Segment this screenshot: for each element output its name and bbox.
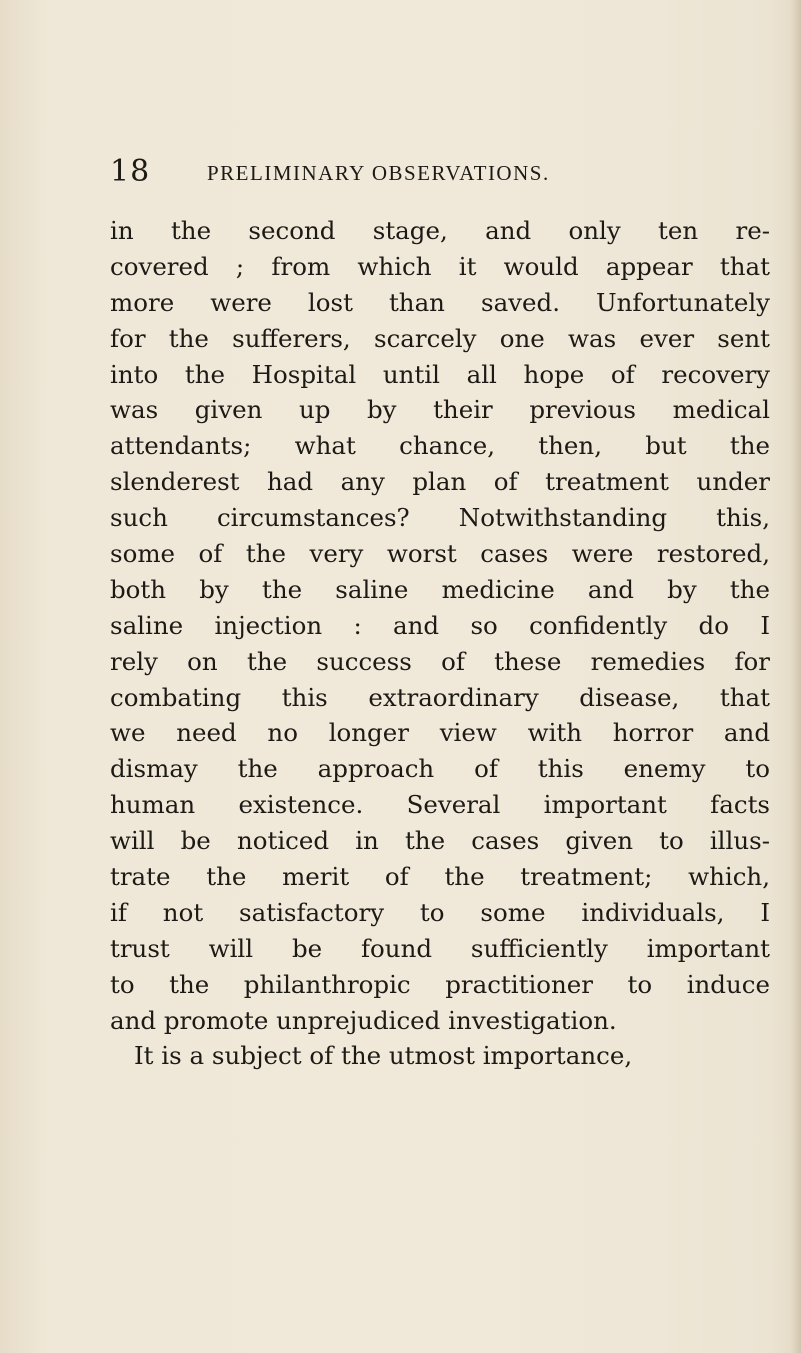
text-line: trust will be found sufficiently important [110, 933, 770, 963]
text-line: more were lost than saved. Unfortunately [110, 287, 770, 317]
running-head [110, 155, 770, 189]
text-line: some of the very worst cases were restored, [110, 539, 770, 569]
text-line: It is a subject of the utmost importance, [134, 1041, 633, 1071]
text-line: saline injection : and so confidently do I [110, 610, 770, 640]
text-line: to the philanthropic practitioner to induce [110, 969, 770, 999]
text-line: attendants; what chance, then, but the [110, 431, 770, 461]
text-line: if not satisfactory to some individuals, I [110, 897, 770, 927]
page-edge-shadow [791, 0, 801, 1353]
body-text [110, 213, 770, 1074]
text-line: was given up by their previous medical [110, 395, 770, 425]
text-line: covered ; from which it would appear that [110, 251, 770, 281]
text-line: for the sufferers, scarcely one was ever sent [110, 323, 770, 353]
text-line: we need no longer view with horror and [110, 718, 770, 748]
text-line: trate the merit of the treatment; which, [110, 862, 770, 892]
text-line: in the second stage, and only ten re- [110, 216, 770, 245]
text-line: both by the saline medicine and by the [110, 574, 770, 604]
text-line: will be noticed in the cases given to illus- [110, 826, 770, 856]
text-line: and promote unprejudiced investigation. [110, 1005, 617, 1035]
text-line: combating this extraordinary disease, that [110, 682, 770, 712]
text-line: into the Hospital until all hope of recovery [110, 359, 770, 389]
text-line: such circumstances? Notwithstanding this, [110, 503, 770, 533]
text-line: human existence. Several important facts [110, 790, 770, 820]
page-number: 18 [110, 154, 151, 189]
text-line: dismay the approach of this enemy to [110, 754, 770, 784]
running-title: PRELIMINARY OBSERVATIONS. [207, 161, 550, 185]
text-line: rely on the success of these remedies for [110, 646, 770, 676]
text-line: slenderest had any plan of treatment under [110, 467, 770, 497]
